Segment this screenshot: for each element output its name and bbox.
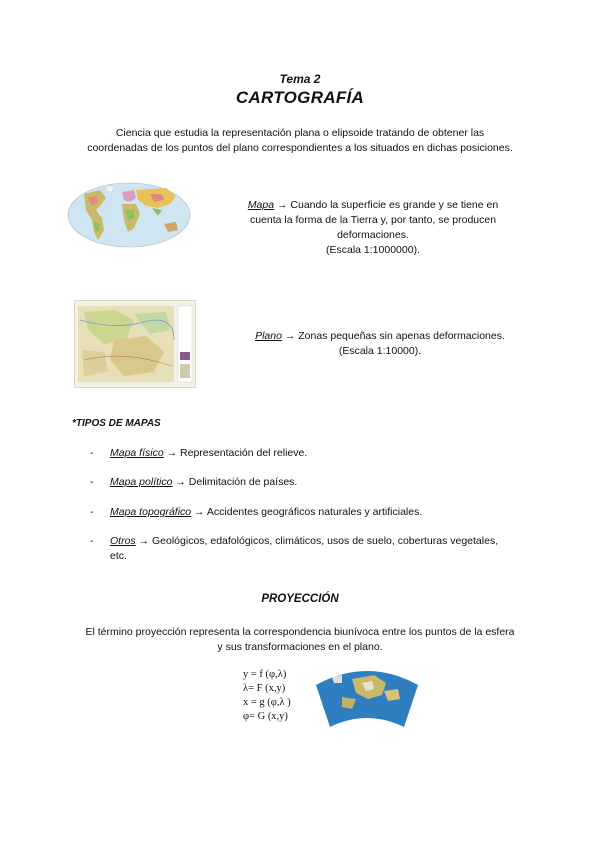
tipo-term: Mapa topográfico [110,506,192,518]
tipo-term: Mapa físico [110,447,164,459]
intro-paragraph [60,126,540,156]
plano-line-1 [230,329,530,344]
tipo-item [90,534,550,564]
page-title: CARTOGRAFÍA [235,88,365,107]
tipo-description: → Representación del relieve. [163,447,308,459]
tipo-term: Otros [110,535,136,547]
list-dash: - [90,506,94,518]
plano-term: Plano [255,330,282,342]
intro-line-2: coordenadas de los puntos del plano correspondientes a los situados en dichas posiciones. [87,142,513,154]
formula: y = f (φ,λ) [243,669,287,680]
plano-definition [230,329,530,359]
tipo-description: → Accidentes geográficos naturales y artificiales. [191,506,423,518]
mapa-definition [228,198,518,258]
list-dash: - [90,535,94,547]
mapa-line-4: (Escala 1:1000000). [326,244,420,256]
mapa-term: Mapa [247,199,275,211]
intro-line-1: Ciencia que estudia la representación plana o elipsoide tratando de obtener las [115,127,485,139]
proyeccion-line-2: y sus transformaciones en el plano. [217,641,383,653]
proyeccion-paragraph [60,625,540,655]
tipo-description: → Geológicos, edafológicos, climáticos, usos de suelo, coberturas vegetales, [135,535,499,547]
mapa-line-2: cuenta la forma de la Tierra y, por tanto, se producen [249,214,497,226]
formula: λ= F (x,y) [243,683,286,694]
proyeccion-line-1: El término proyección representa la correspondencia biunívoca entre los puntos de la esfera [85,626,515,638]
formula: φ= G (x,y) [243,711,288,722]
mapa-line-1 [228,198,518,213]
world-map-image [66,180,192,250]
plano-line-2: (Escala 1:10000). [338,345,422,357]
tipo-continuation: etc. [110,550,127,562]
list-dash: - [90,447,94,459]
tipo-item [90,505,550,520]
tipo-item [90,475,550,490]
projection-map-image [312,665,422,731]
tipo-item [90,446,550,461]
tipo-term: Mapa político [110,476,173,488]
plano-map-image [74,300,196,388]
tipo-description: → Delimitación de países. [172,476,298,488]
proyeccion-heading: PROYECCIÓN [261,593,339,605]
plano-line-1-rest: → Zonas pequeñas sin apenas deformaciones. [281,330,505,342]
list-dash: - [90,476,94,488]
formula: x = g (φ,λ ) [243,697,291,708]
mapa-line-1-rest: → Cuando la superficie es grande y se tiene en [274,199,499,211]
topic-number: Tema 2 [279,72,321,86]
tipos-heading: *TIPOS DE MAPAS [72,418,161,429]
formula-list [243,668,291,724]
mapa-line-3: deformaciones. [337,229,409,241]
